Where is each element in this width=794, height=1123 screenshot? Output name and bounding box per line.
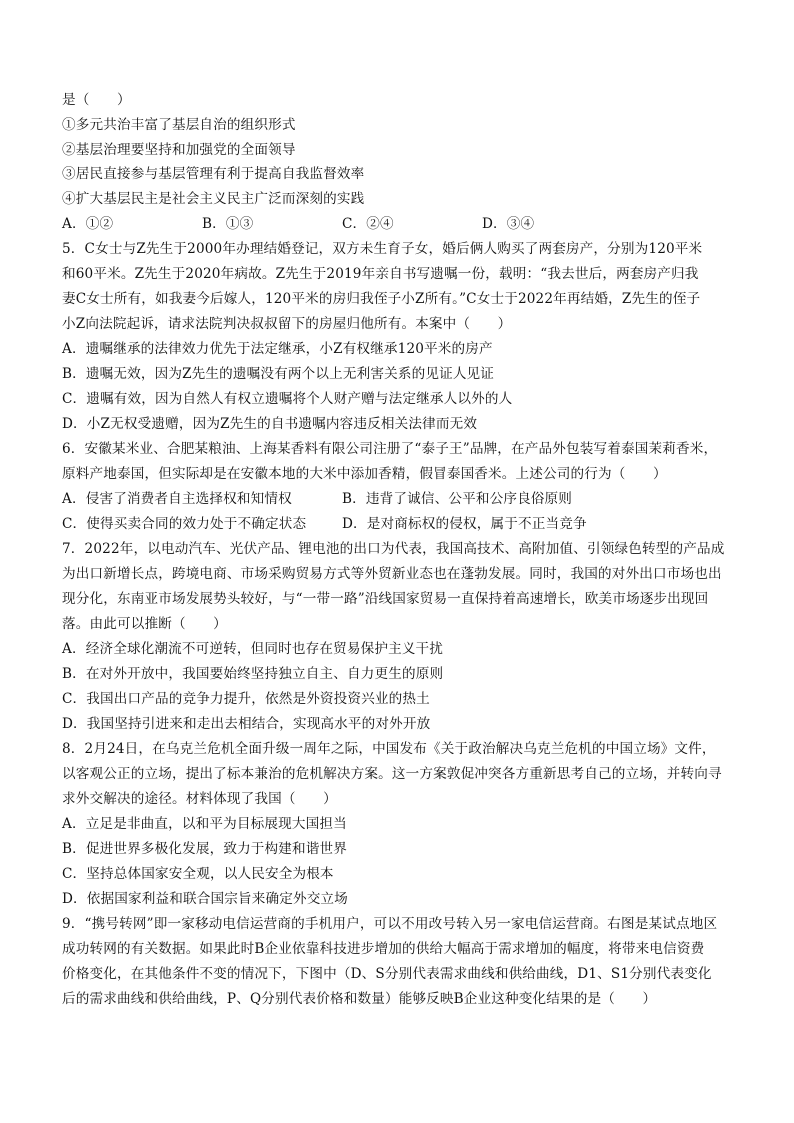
q5-option-c[interactable]: C．遗嘱有效，因为自然人有权立遗嘱将个人财产赠与法定继承人以外的人 [62,391,513,407]
q5-stem-line: 小Z向法院起诉，请求法院判决叔叔留下的房屋归他所有。本案中（ ） [62,316,512,332]
q8-option-c[interactable]: C．坚持总体国家安全观，以人民安全为根本 [62,866,334,882]
q7-stem-line: 7．2022年，以电动汽车、光伏产品、锂电池的出口为代表，我国高技术、高附加值、引领绿色转型的产品成 [62,541,725,557]
q6-options-row1 [62,491,742,507]
q7-option-b[interactable]: B．在对外开放中，我国要始终坚持独立自主、自力更生的原则 [62,666,444,682]
q4-option-d[interactable]: D．③④ [482,216,535,232]
q4-option-a[interactable]: A．①② [62,216,114,232]
q5-stem-line: 5．C女士与Z先生于2000年办理结婚登记，双方未生育子女，婚后俩人购买了两套房产，分别为120平米 [62,241,703,257]
q9-stem-line: 9．“携号转网”即一家移动电信运营商的手机用户，可以不用改号转入另一家电信运营商。右图是某试点地区 [62,916,718,932]
q8-option-b[interactable]: B．促进世界多极化发展，致力于构建和谐世界 [62,841,348,857]
q8-stem-line: 以客观公正的立场，提出了标本兼治的危机解决方案。这一方案敦促冲突各方重新思考自己的立场，并转向寻 [62,766,722,782]
q4-statement-4: ④扩大基层民主是社会主义民主广泛而深刻的实践 [62,191,365,207]
q8-option-a[interactable]: A．立足是非曲直，以和平为目标展现大国担当 [62,816,347,832]
q6-option-d[interactable]: D．是对商标权的侵权，属于不正当竞争 [342,516,587,532]
q5-option-a[interactable]: A．遗嘱继承的法律效力优先于法定继承，小Z有权继承120平米的房产 [62,341,493,357]
q7-option-d[interactable]: D．我国坚持引进来和走出去相结合，实现高水平的对外开放 [62,716,431,732]
q6-options-row2 [62,516,742,532]
q4-stem-tail: 是（ ） [62,92,131,108]
q8-stem-line: 8．2月24日，在乌克兰危机全面升级一周年之际，中国发布《关于政治解决乌克兰危机的中国立场》文件， [62,741,716,757]
q7-stem-line: 现分化，东南亚市场发展势头较好，与“一带一路”沿线国家贸易一直保持着高速增长，欧美市场逐步出现回 [62,591,709,607]
q4-options [62,216,742,232]
q9-stem-line: 后的需求曲线和供给曲线，P、Q分别代表价格和数量）能够反映B企业这种变化结果的是（ ） [62,991,657,1007]
q5-stem-line: 妻C女士所有，如我妻今后嫁人，120平米的房归我侄子小Z所有。”C女士于2022年再结婚，Z先生的侄子 [62,291,701,307]
q5-option-b[interactable]: B．遗嘱无效，因为Z先生的遗嘱没有两个以上无利害关系的见证人见证 [62,366,495,382]
q7-stem-line: 为出口新增长点，跨境电商、市场采购贸易方式等外贸新业态也在蓬勃发展。同时，我国的对外出口市场也出 [62,566,722,582]
q4-option-b[interactable]: B．①③ [202,216,254,232]
q4-statement-3: ③居民直接参与基层管理有利于提高自我监督效率 [62,166,365,182]
q9-stem-line: 价格变化，在其他条件不变的情况下，下图中（D、S分别代表需求曲线和供给曲线，D1、S1分别代表变化 [62,966,712,982]
q4-statement-1: ①多元共治丰富了基层自治的组织形式 [62,117,296,133]
q7-option-a[interactable]: A．经济全球化潮流不可逆转，但同时也存在贸易保护主义干扰 [62,641,444,657]
q8-stem-line: 求外交解决的途径。材料体现了我国（ ） [62,791,337,807]
q8-option-d[interactable]: D．依据国家利益和联合国宗旨来确定外交立场 [62,891,348,907]
q6-option-b[interactable]: B．违背了诚信、公平和公序良俗原则 [342,491,573,507]
q5-stem-line: 和60平米。Z先生于2020年病故。Z先生于2019年亲自书写遗嘱一份，载明：“我去世后，两套房产归我 [62,266,699,282]
q6-option-a[interactable]: A．侵害了消费者自主选择权和知情权 [62,491,292,507]
q6-stem-line: 6．安徽某米业、合肥某粮油、上海某香料有限公司注册了“泰子王”品牌，在产品外包装写着泰国茉莉香米， [62,441,718,457]
q5-option-d[interactable]: D．小Z无权受遗赠，因为Z先生的自书遗嘱内容违反相关法律而无效 [62,416,478,432]
q9-stem-line: 成功转网的有关数据。如果此时B企业依靠科技进步增加的供给大幅高于需求增加的幅度，将带来电信资费 [62,941,705,957]
q7-stem-line: 落。由此可以推断（ ） [62,616,227,632]
q7-option-c[interactable]: C．我国出口产品的竞争力提升，依然是外资投资兴业的热土 [62,691,430,707]
q4-statement-2: ②基层治理要坚持和加强党的全面领导 [62,142,296,158]
q6-option-c[interactable]: C．使得买卖合同的效力处于不确定状态 [62,516,307,532]
q4-option-c[interactable]: C．②④ [342,216,394,232]
q6-stem-line: 原料产地泰国，但实际却是在安徽本地的大米中添加香精，假冒泰国香米。上述公司的行为（ ） [62,466,667,482]
